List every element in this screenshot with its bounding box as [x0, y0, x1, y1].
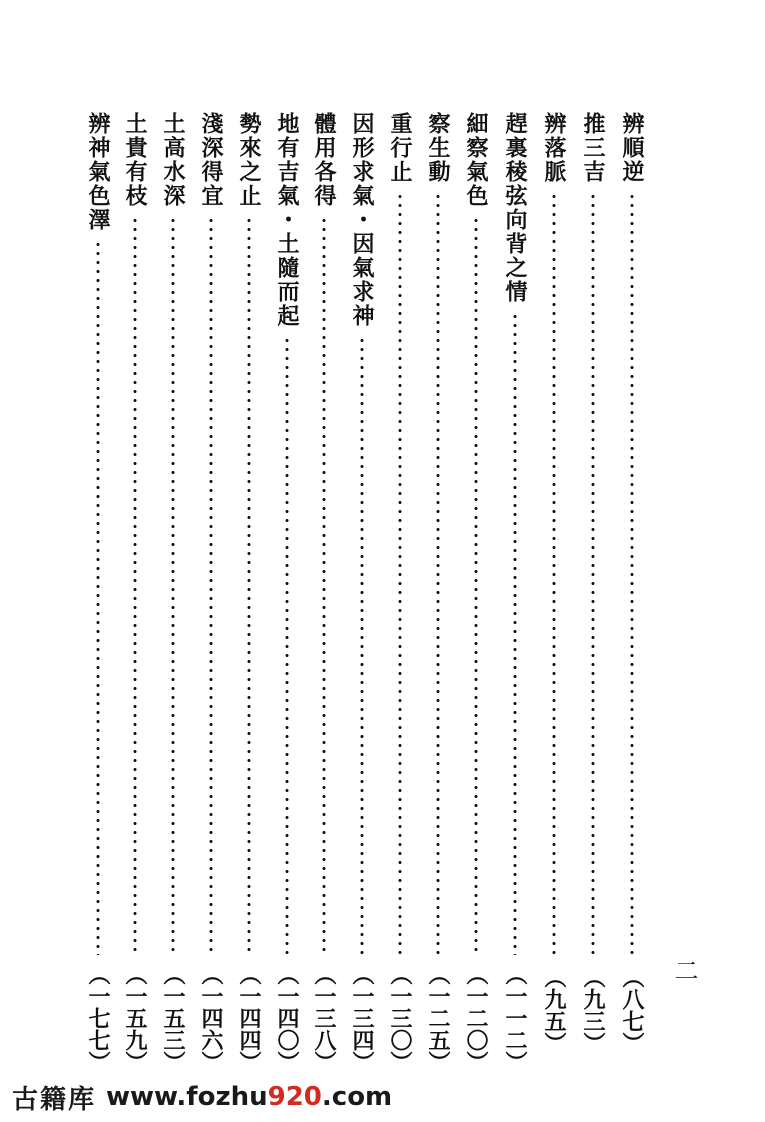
toc-entry-title: 地有吉氣・土隨而起: [274, 112, 300, 328]
toc-leader-dots: [322, 216, 326, 955]
toc-entry[interactable]: [423, 112, 453, 1073]
toc-entry[interactable]: [539, 112, 569, 1057]
toc-entry-title: 推三吉: [580, 112, 606, 184]
toc-entry-title: 細察氣色: [463, 112, 489, 208]
toc-entry-title: 土貴有枝: [122, 112, 148, 208]
toc-entry[interactable]: [83, 112, 113, 1073]
toc-entry[interactable]: [617, 112, 647, 1057]
toc-entry-page: （九三）: [580, 966, 606, 1054]
toc-entry-title: 趕裏稜弦向背之情: [502, 112, 528, 304]
site-watermark: [12, 1080, 392, 1114]
toc-entry[interactable]: [309, 112, 339, 1073]
toc-leader-dots: [591, 192, 595, 955]
toc-leader-dots: [171, 216, 175, 955]
toc-entry[interactable]: [196, 112, 226, 1073]
toc-entry-title: 因形求氣・因氣求神: [349, 112, 375, 328]
toc-entry-page: （一五三）: [160, 963, 186, 1073]
toc-entry-page: （一一二）: [502, 963, 528, 1073]
toc-entry-page: （一三八）: [311, 963, 337, 1073]
toc-entry-title: 土高水深: [160, 112, 186, 208]
toc-leader-dots: [398, 192, 402, 955]
page-number: 二: [670, 958, 698, 982]
toc-entry-title: 辨順逆: [619, 112, 645, 184]
toc-leader-dots: [96, 240, 100, 955]
toc-entry[interactable]: [385, 112, 415, 1073]
toc-entry-title: 淺深得宜: [198, 112, 224, 208]
watermark-url-prefix: www.fozhu: [106, 1082, 268, 1112]
toc-leader-dots: [436, 192, 440, 955]
toc-entry-page: （九五）: [541, 966, 567, 1054]
watermark-url-suffix: .com: [321, 1082, 393, 1112]
toc-leader-dots: [133, 216, 137, 955]
toc-entry-page: （一二五）: [425, 963, 451, 1073]
toc-leader-dots: [247, 216, 251, 955]
toc-entry[interactable]: [272, 112, 302, 1073]
toc-leader-dots: [285, 336, 289, 955]
toc-leader-dots: [630, 192, 634, 955]
toc-entry-page: （一五九）: [122, 963, 148, 1073]
toc-entry-title: 辨落脈: [541, 112, 567, 184]
toc-entry-page: （一四六）: [198, 963, 224, 1073]
toc-entry-title: 重行止: [387, 112, 413, 184]
toc-entry-title: 勢來之止: [236, 112, 262, 208]
toc-leader-dots: [552, 192, 556, 955]
watermark-site-name: 古籍库: [12, 1084, 97, 1115]
toc-entry[interactable]: [500, 112, 530, 1073]
toc-entry[interactable]: [461, 112, 491, 1073]
toc-entry[interactable]: [120, 112, 150, 1073]
toc-entry-page: （八七）: [619, 966, 645, 1054]
toc-entry-page: （一四四）: [236, 963, 262, 1073]
toc-leader-dots: [209, 216, 213, 955]
toc-entry-page: （一三〇）: [387, 963, 413, 1073]
toc-entry-title: 察生動: [425, 112, 451, 184]
toc-leader-dots: [360, 336, 364, 955]
toc-entry-page: （一七七）: [85, 963, 111, 1073]
toc-entry-title: 體用各得: [311, 112, 337, 208]
watermark-url[interactable]: [106, 1082, 392, 1112]
toc-entry[interactable]: [347, 112, 377, 1073]
toc-leader-dots: [513, 312, 517, 955]
toc-entry[interactable]: [578, 112, 608, 1057]
watermark-url-number: 920: [267, 1082, 322, 1112]
toc-entry-page: （一三四）: [349, 963, 375, 1073]
toc-entry-page: （一二〇）: [463, 963, 489, 1073]
toc-entry[interactable]: [234, 112, 264, 1073]
toc-leader-dots: [474, 216, 478, 955]
toc-entry-page: （一四〇）: [274, 963, 300, 1073]
toc-entry[interactable]: [158, 112, 188, 1073]
toc-entry-title: 辨神氣色澤: [85, 112, 111, 232]
